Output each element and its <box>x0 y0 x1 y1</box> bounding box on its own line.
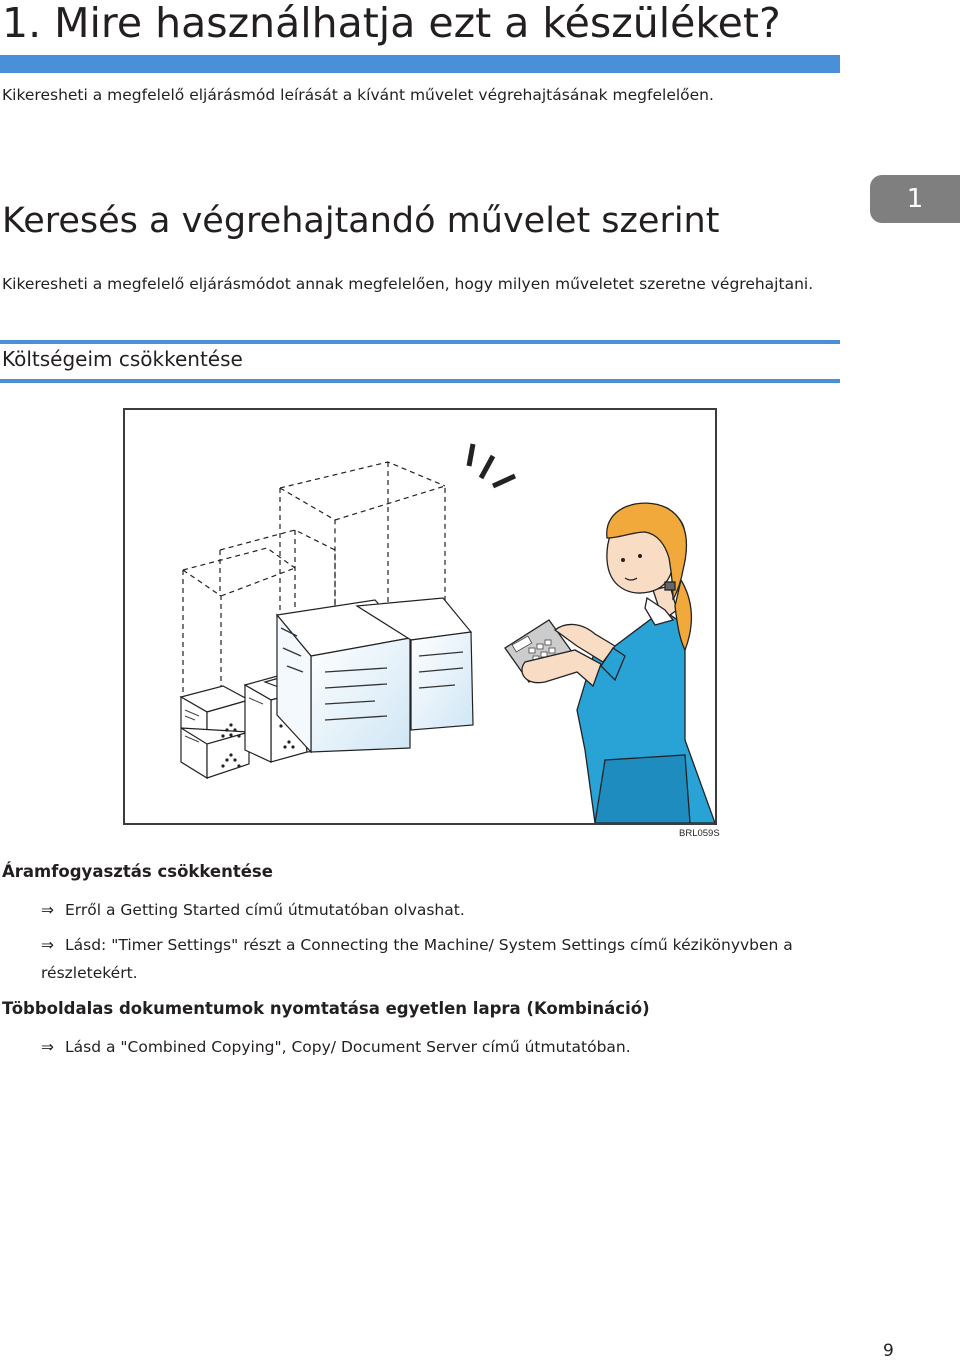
woman-with-calculator <box>505 503 715 823</box>
heading-combine-print: Többoldalas dokumentumok nyomtatása egyetlen lapra (Kombináció) <box>2 999 650 1018</box>
chapter-tab: 1 <box>870 175 960 223</box>
reference-note <box>41 931 831 987</box>
page-number: 9 <box>883 1341 894 1361</box>
subsection-rule-bottom <box>0 379 840 383</box>
chapter-intro: Kikeresheti a megfelelő eljárásmód leírását a kívánt művelet végrehajtásának megfelelően. <box>2 86 714 104</box>
subsection-rule-top <box>0 340 840 344</box>
reference-text: Lásd: "Timer Settings" részt a Connecting the Machine/ System Settings című kézikönyvben a részletekért. <box>41 936 793 982</box>
cost-saving-illustration <box>125 410 715 823</box>
illustration-frame <box>123 408 717 825</box>
attention-marks <box>469 444 515 486</box>
reference-note <box>41 896 831 924</box>
reference-text: Erről a Getting Started című útmutatóban olvashat. <box>65 901 465 919</box>
paper-stacks <box>277 598 473 752</box>
reference-note <box>41 1033 831 1061</box>
chapter-title: 1. Mire használhatja ezt a készüléket? <box>2 0 781 47</box>
heading-power-saving: Áramfogyasztás csökkentése <box>2 862 273 881</box>
reference-text: Lásd a "Combined Copying", Copy/ Document Server című útmutatóban. <box>65 1038 631 1056</box>
reference-arrow-icon: ⇒ <box>41 936 54 954</box>
figure-id: BRL059S <box>679 828 720 839</box>
reference-arrow-icon: ⇒ <box>41 1038 54 1056</box>
reference-arrow-icon: ⇒ <box>41 901 54 919</box>
chapter-rule <box>0 55 840 73</box>
section-title: Keresés a végrehajtandó művelet szerint <box>2 201 720 241</box>
subsection-title: Költségeim csökkentése <box>2 347 243 371</box>
section-intro: Kikeresheti a megfelelő eljárásmódot annak megfelelően, hogy milyen műveletet szeretne végrehajtani. <box>2 275 814 293</box>
